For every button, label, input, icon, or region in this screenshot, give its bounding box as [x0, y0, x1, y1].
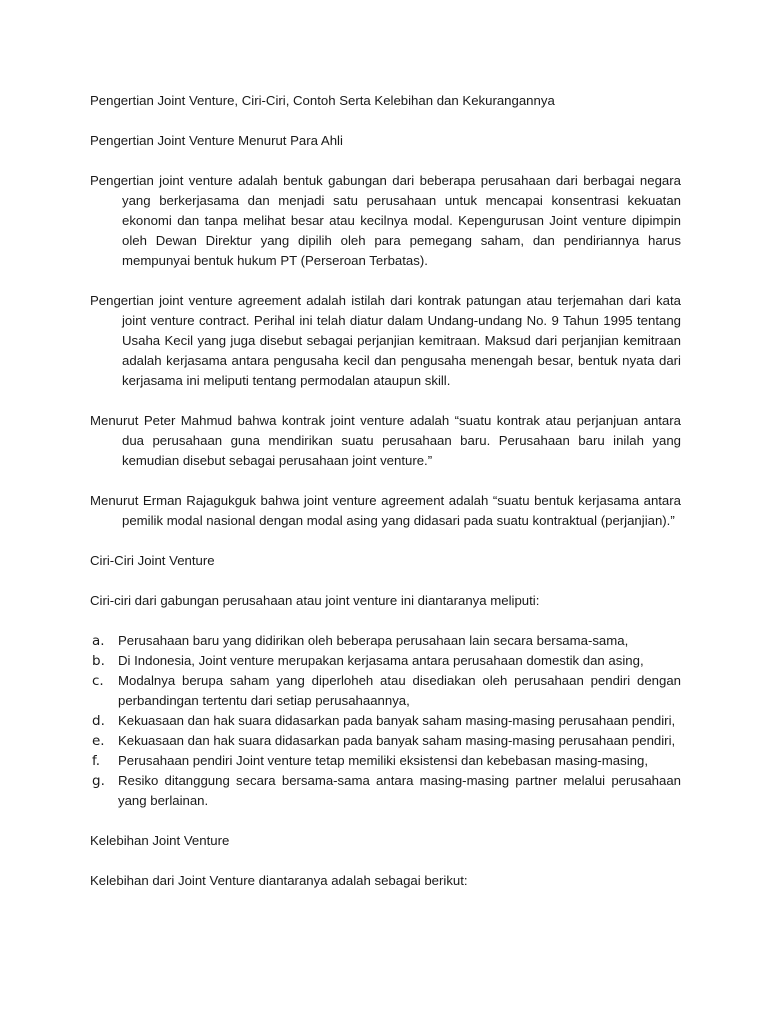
list-item-text: Resiko ditanggung secara bersama-sama antara masing-masing partner melalui perusahaan yang berlainan.: [118, 773, 681, 808]
list-marker: g.: [92, 773, 105, 789]
list-marker: a.: [92, 633, 105, 649]
paragraph-agreement: Pengertian joint venture agreement adalah istilah dari kontrak patungan atau terjemahan dari kata joint venture contract. Perihal ini telah diatur dalam Undang-undang No. 9 Tahun 1995 tentang Usaha Kecil yang juga disebut sebagai perjanjian kemitraan. Maksud dari perjanjian kemitraan adalah kerjasama antara pengusaha kecil dan pengusaha menengah besar, bentuk nyata dari kerjasama ini meliputi tentang permodalan ataupun skill.: [90, 293, 681, 388]
list-marker: f.: [92, 753, 101, 769]
list-item: [90, 751, 681, 771]
list-item: [90, 771, 681, 811]
ciri-list: [90, 631, 681, 811]
list-item: [90, 651, 681, 671]
list-item-text: Perusahaan baru yang didirikan oleh beberapa perusahaan lain secara bersama-sama,: [118, 633, 629, 648]
list-marker: c.: [92, 673, 104, 689]
list-item-text: Kekuasaan dan hak suara didasarkan pada banyak saham masing-masing perusahaan pendiri,: [118, 713, 676, 728]
list-marker: d.: [92, 713, 105, 729]
list-item-text: Kekuasaan dan hak suara didasarkan pada banyak saham masing-masing perusahaan pendiri,: [118, 733, 676, 748]
list-item-text: Perusahaan pendiri Joint venture tetap memiliki eksistensi dan kebebasan masing-masing,: [118, 753, 648, 768]
list-marker: b.: [92, 653, 105, 669]
list-item-text: Di Indonesia, Joint venture merupakan kerjasama antara perusahaan domestik dan asing,: [118, 653, 644, 668]
section-heading-ciri: Ciri-Ciri Joint Venture: [90, 553, 215, 568]
kelebihan-intro: Kelebihan dari Joint Venture diantaranya adalah sebagai berikut:: [90, 873, 468, 888]
list-item: [90, 711, 681, 731]
section-heading-kelebihan: Kelebihan Joint Venture: [90, 833, 230, 848]
paragraph-erman-rajagukguk: Menurut Erman Rajagukguk bahwa joint venture agreement adalah “suatu bentuk kerjasama antara pemilik modal nasional dengan modal asing yang didasari pada suatu kontraktual (perjanjian).”: [90, 493, 681, 528]
paragraph-definition: Pengertian joint venture adalah bentuk gabungan dari beberapa perusahaan dari berbagai negara yang berkerjasama dan menjadi satu perusahaan untuk mencapai konsentrasi kekuatan ekonomi dan tanpa melihat besar atau kecilnya modal. Kepengurusan Joint venture dipimpin oleh Dewan Direktur yang dipilih oleh para pemegang saham, dan pendiriannya harus mempunyai bentuk hukum PT (Perseroan Terbatas).: [90, 173, 681, 268]
document-title: Pengertian Joint Venture, Ciri-Ciri, Contoh Serta Kelebihan dan Kekurangannya: [90, 93, 555, 108]
list-item: [90, 671, 681, 711]
list-item: [90, 631, 681, 651]
ciri-intro: Ciri-ciri dari gabungan perusahaan atau joint venture ini diantaranya meliputi:: [90, 593, 540, 608]
list-item: [90, 731, 681, 751]
section-heading-pengertian: Pengertian Joint Venture Menurut Para Ahli: [90, 133, 343, 148]
list-marker: e.: [92, 733, 105, 749]
paragraph-peter-mahmud: Menurut Peter Mahmud bahwa kontrak joint venture adalah “suatu kontrak atau perjanjuan antara dua perusahaan guna mendirikan suatu perusahaan baru. Perusahaan baru inilah yang kemudian disebut sebagai perusahaan joint venture.”: [90, 413, 681, 468]
list-item-text: Modalnya berupa saham yang diperloheh atau disediakan oleh perusahaan pendiri dengan perbandingan tertentu dari setiap perusahaannya,: [118, 673, 681, 708]
